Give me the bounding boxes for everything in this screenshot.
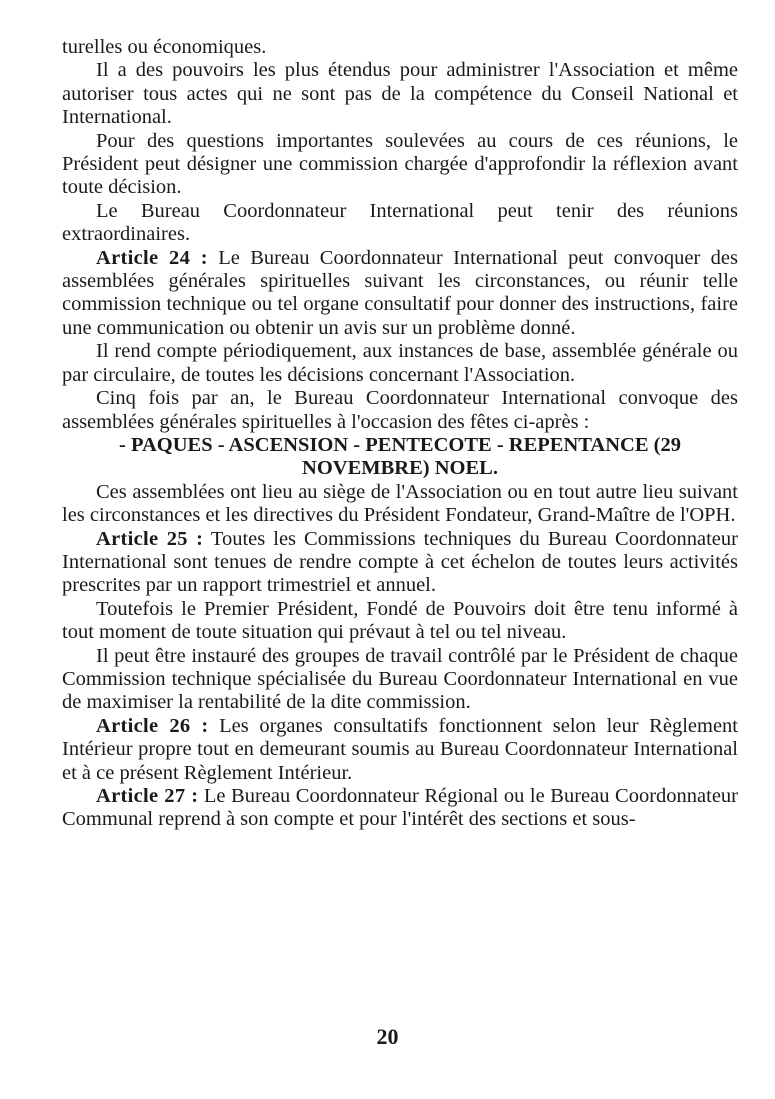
article-24-label: Article 24 :: [96, 246, 208, 269]
paragraph-2-text: Il a des pouvoirs les plus étendus pour administrer l'Association et même autoriser tous actes qui ne sont pas de la compétence du Conseil National et International.: [62, 59, 738, 129]
article-26-text: Les organes consultatifs fonctionnent selon leur Règlement Intérieur propre tout en demeurant soumis au Bureau Coordonnateur International et à ce présent Règlement Intérieur.: [62, 714, 738, 784]
paragraph-7: [62, 387, 738, 434]
paragraph-3: [62, 130, 738, 200]
paragraph-11-text: Toutefois le Premier Président, Fondé de Pouvoirs doit être tenu informé à tout moment de toute situation qui prévaut à tel ou tel niveau.: [62, 597, 738, 644]
paragraph-9-text: Ces assemblées ont lieu au siège de l'Association ou en tout autre lieu suivant les circonstances et les directives du Président Fondateur, Grand-Maître de l'OPH.: [62, 480, 738, 527]
article-25-text: Toutes les Commissions techniques du Bureau Coordonnateur International sont tenues de rendre compte à cet échelon de toutes leurs activités prescrites par un rapport trimestriel et annuel.: [62, 527, 738, 597]
paragraph-3-text: Pour des questions importantes soulevées au cours de ces réunions, le Président peut désigner une commission chargée d'approfondir la réflexion avant toute décision.: [62, 129, 738, 199]
article-27-label: Article 27 :: [96, 785, 199, 807]
page-body: [62, 36, 738, 832]
article-24-text: Le Bureau Coordonnateur International peut convoquer des assemblées générales spirituelles suivant les circonstances, ou réunir telle commission technique ou tel organe consultatif pour donner des instructions, faire une communication ou obtenir un avis sur un problème donné.: [62, 246, 738, 339]
article-26: [62, 715, 738, 785]
paragraph-4-text: Le Bureau Coordonnateur International peut tenir des réunions extraordinaires.: [62, 199, 738, 246]
paragraph-2: [62, 59, 738, 129]
paragraph-12: [62, 645, 738, 715]
paragraph-4: [62, 200, 738, 247]
article-24: [62, 247, 738, 341]
article-25: [62, 528, 738, 598]
paragraph-11: [62, 598, 738, 645]
page-number: 20: [376, 1024, 399, 1049]
article-27: [62, 785, 738, 832]
paragraph-6: [62, 340, 738, 387]
paragraph-6-text: Il rend compte périodiquement, aux instances de base, assemblée générale ou par circulaire, de toutes les décisions concernant l'Association.: [62, 340, 738, 386]
paragraph-7-text: Cinq fois par an, le Bureau Coordonnateur International convoque des assemblées générales spirituelles à l'occasion des fêtes ci-après :: [62, 387, 738, 433]
paragraph-1-text: turelles ou économiques.: [62, 36, 267, 58]
feasts-heading-text: - PAQUES - ASCENSION - PENTECOTE - REPENTANCE (29 NOVEMBRE) NOEL.: [119, 433, 681, 480]
feasts-heading: [62, 434, 738, 481]
article-26-label: Article 26 :: [96, 714, 209, 737]
paragraph-1: [62, 36, 738, 59]
article-25-label: Article 25 :: [96, 527, 204, 550]
article-27-text: Le Bureau Coordonnateur Régional ou le Bureau Coordonnateur Communal reprend à son compte et pour l'intérêt des sections et sous-: [62, 785, 738, 831]
paragraph-9: [62, 481, 738, 528]
paragraph-12-text: Il peut être instauré des groupes de travail contrôlé par le Président de chaque Commission technique spécialisée du Bureau Coordonnateur International en vue de maximiser la rentabilité de la dite commission.: [62, 644, 738, 714]
